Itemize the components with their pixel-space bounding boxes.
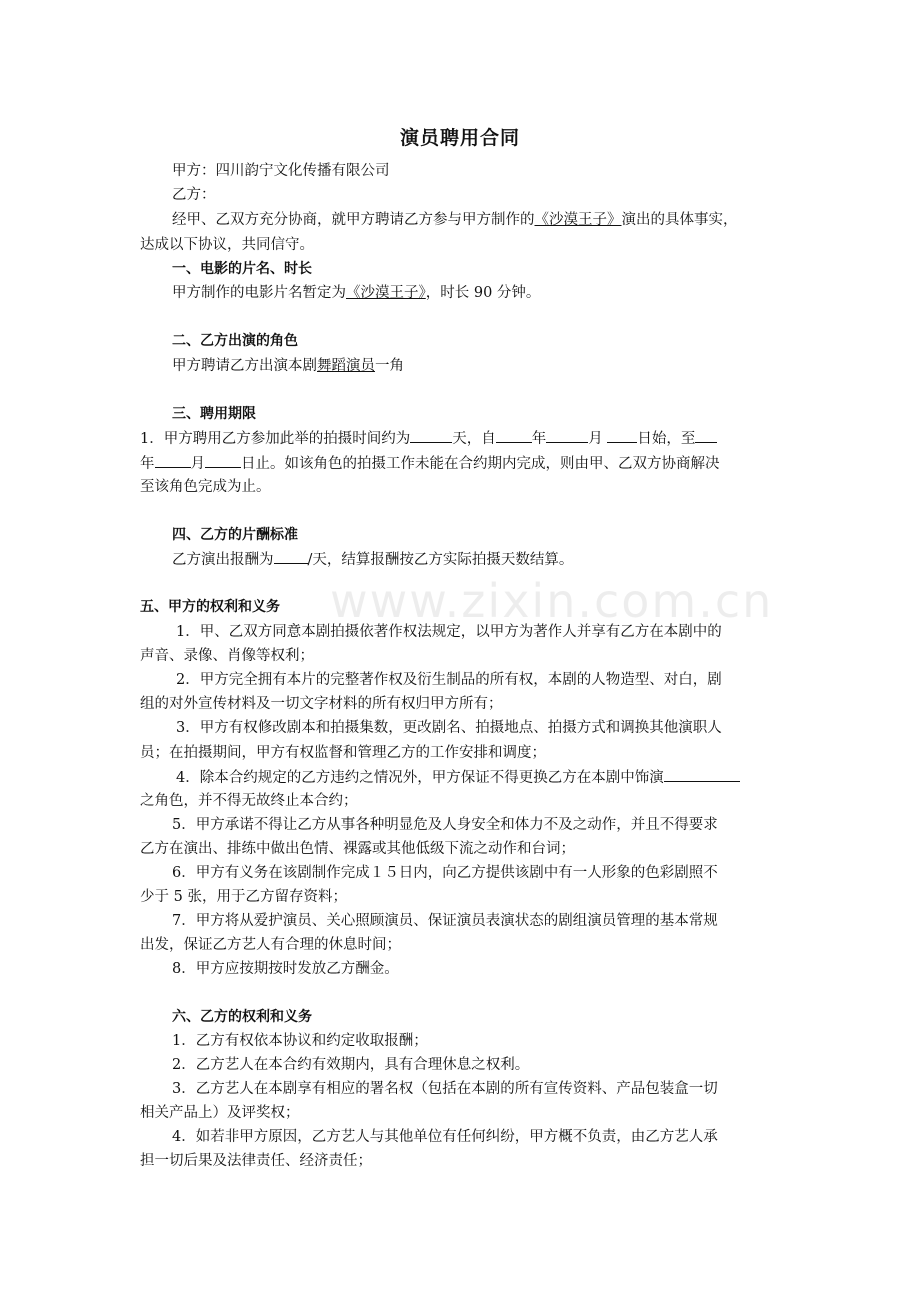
- s5-item-1: 1．甲、乙双方同意本剧拍摄依著作权法规定，以甲方为著作人并享有乙方在本剧中的: [176, 624, 722, 640]
- start-year-blank: [496, 428, 532, 443]
- days-blank: [410, 428, 452, 443]
- term-text: 月: [588, 431, 608, 447]
- term-text: 年: [531, 431, 547, 447]
- section-1-heading: 一、电影的片名、时长: [172, 261, 312, 277]
- s6-item-2: 2．乙方艺人在本合约有效期内，具有合理休息之权利。: [172, 1057, 530, 1073]
- intro-line-1: [172, 210, 792, 230]
- section-5-heading: 五、甲方的权利和义务: [140, 599, 280, 615]
- end-year-blank: [695, 428, 717, 443]
- start-month-blank: [546, 428, 588, 443]
- section-2-text-post: 一角: [375, 358, 404, 374]
- section-2-text-pre: 甲方聘请乙方出演本剧: [172, 358, 317, 374]
- section-3-heading: 三、聘用期限: [172, 406, 256, 422]
- section-1-text: [172, 283, 792, 303]
- section-3-line-2: [140, 453, 790, 474]
- end-day-blank: [205, 453, 241, 468]
- start-day-blank: [607, 428, 637, 443]
- s5-item-5: 5．甲方承诺不得让乙方从事各种明显危及人身安全和体力不及之动作，并且不得要求: [172, 817, 718, 833]
- intro-text: 演出的具体事实，: [621, 212, 738, 228]
- section-4-heading: 四、乙方的片酬标准: [172, 527, 298, 543]
- role-name: 舞蹈演员: [317, 358, 375, 374]
- party-b: 乙方：: [172, 187, 216, 203]
- party-a: 甲方：四川韵宁文化传播有限公司: [172, 163, 390, 179]
- section-2-heading: 二、乙方出演的角色: [172, 333, 298, 349]
- term-text: 月: [190, 456, 205, 472]
- document-title: 演员聘用合同: [399, 127, 520, 149]
- s5-item-4: [176, 767, 796, 788]
- s6-item-4-cont: 担一切后果及法律责任、经济责任；: [140, 1153, 372, 1169]
- film-title: 《沙漠王子》: [346, 285, 426, 301]
- section-3-line-1: [140, 428, 790, 449]
- s5-item-1-cont: 声音、录像、肖像等权利；: [140, 648, 314, 664]
- s5-item-4-cont: 之角色，并不得无故终止本合约；: [140, 793, 358, 809]
- term-text: 年: [140, 456, 155, 472]
- s6-item-4: 4．如若非甲方原因，乙方艺人与其他单位有任何纠纷，甲方概不负责，由乙方艺人承: [172, 1129, 718, 1145]
- section-3-line-3: 至该角色完成为止。: [140, 479, 271, 495]
- film-title: 《沙漠王子》: [534, 212, 622, 228]
- s5-item-7: 7．甲方将从爱护演员、关心照顾演员、保证演员表演状态的剧组演员管理的基本常规: [172, 913, 718, 929]
- term-text: 日止。如该角色的拍摄工作未能在合约期内完成，则由甲、乙双方协商解决: [241, 456, 720, 472]
- s5-item-6-cont: 少于 5 张，用于乙方留存资料；: [140, 889, 347, 905]
- section-4-text: [172, 549, 792, 570]
- term-text: 1．甲方聘用乙方参加此举的拍摄时间约为: [140, 431, 411, 447]
- role-blank: [664, 767, 740, 782]
- term-text: 日始，至: [637, 431, 696, 447]
- term-text: 天，自: [452, 431, 496, 447]
- s5-item-5-cont: 乙方在演出、排练中做出色情、裸露或其他低级下流之动作和台词；: [140, 841, 575, 857]
- s6-item-3-cont: 相关产品上）及评奖权；: [140, 1105, 300, 1121]
- watermark: www.zixin.com.cn: [330, 574, 774, 628]
- section-2-text: [172, 356, 792, 376]
- intro-line-2: 达成以下协议，共同信守。: [140, 237, 314, 253]
- s5-item-6: 6．甲方有义务在该剧制作完成１５日内，向乙方提供该剧中有一人形象的色彩剧照不: [172, 865, 718, 881]
- s5-item-2: 2．甲方完全拥有本片的完整著作权及衍生制品的所有权，本剧的人物造型、对白，剧: [176, 672, 722, 688]
- end-month-blank: [155, 453, 191, 468]
- intro-text: 经甲、乙双方充分协商，就甲方聘请乙方参与甲方制作的: [172, 212, 535, 228]
- s5-item-3-cont: 员；在拍摄期间，甲方有权监督和管理乙方的工作安排和调度；: [140, 745, 546, 761]
- fee-blank: [274, 549, 308, 564]
- section-1-text-post: ，时长 90 分钟。: [425, 285, 541, 301]
- s6-item-3: 3．乙方艺人在本剧享有相应的署名权（包括在本剧的所有宣传资料、产品包装盒一切: [172, 1081, 718, 1097]
- s5-item-4-text: 4．除本合约规定的乙方违约之情况外，甲方保证不得更换乙方在本剧中饰演: [176, 770, 664, 786]
- s5-item-3: 3．甲方有权修改剧本和拍摄集数，更改剧名、拍摄地点、拍摄方式和调换其他演职人: [176, 720, 722, 736]
- s5-item-2-cont: 组的对外宣传材料及一切文字材料的所有权归甲方所有；: [140, 696, 503, 712]
- section-6-heading: 六、乙方的权利和义务: [172, 1009, 312, 1025]
- section-1-text-pre: 甲方制作的电影片名暂定为: [172, 285, 346, 301]
- fee-text-pre: 乙方演出报酬为: [172, 552, 274, 568]
- fee-text-post: /天，结算报酬按乙方实际拍摄天数结算。: [307, 552, 574, 568]
- s5-item-7-cont: 出发，保证乙方艺人有合理的休息时间；: [140, 937, 401, 953]
- s6-item-1: 1．乙方有权依本协议和约定收取报酬；: [172, 1033, 428, 1049]
- s5-item-8: 8．甲方应按期按时发放乙方酬金。: [172, 961, 399, 977]
